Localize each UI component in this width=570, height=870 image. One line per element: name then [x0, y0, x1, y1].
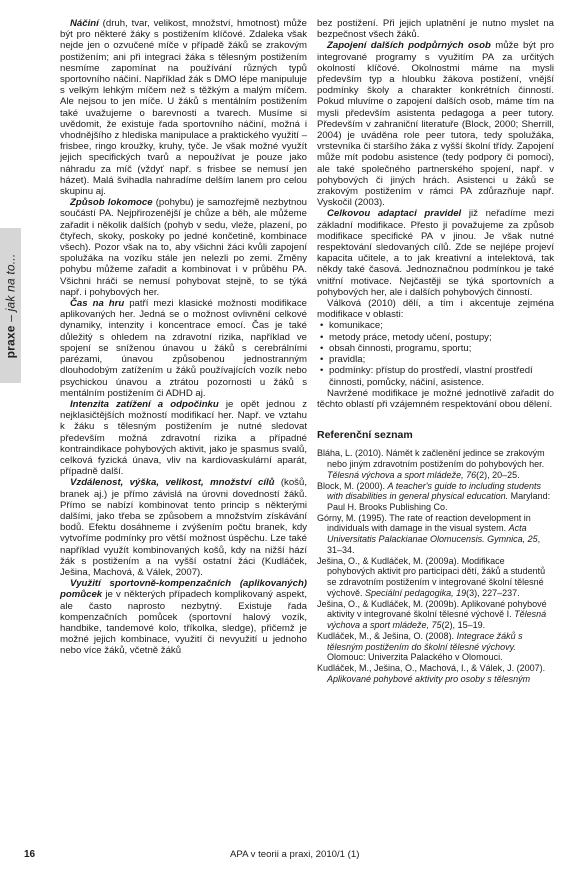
paragraph-zpusob-lokomoce: Způsob lokomoce (pohybu) je samozřejmě nezbytnou součástí PA. Nejpřirozenější je chůze a běh, ale můžeme zařadit i několik dalších (pohyb v sedu, vleže, plazení, po čtyřech, skoky, poskoky po jedné končetině, kombinace všech). Pozor však na to, aby všichni žáci kvůli zapojení spolužáka na vozíku stále jen nelezli po zemi. Změny pohybu můžeme zařadit a kombinovat i v průběhu PA. Všichni hráči se nemusí pohybovat stejně, to se týká např. i pohybových her. [60, 197, 308, 298]
paragraph-podpurne-osoby: Zapojení dalších podpůrných osob může být pro integrované programy s využitím PA za určitých okolností klíčové. Okolnostmi máme na mysli především typ a hloubku žákova postižení, vnější podmínky školy a charakter konkrétních činností. Pokud mluvíme o zapojení dalších osob, máme tím na mysli především asistenta pedagoga a peer tutory. Především v zahraniční literatuře (Block, 2000; Sherrill, 2004) je uváděna role peer tutora, tedy spolužáka, vrstevníka či staršího žáka z vyšší školní třídy. Zapojení může mít podobu asistence (tedy podpory či pomoci), ale také společného partnerského spojení, např. v pohybových či jiných hrách. Asistenci u žáků se zrakovým postižením v rámci PA zdůrazňuje např. Vyskočil (2003). [317, 40, 554, 209]
page-footer [0, 849, 570, 863]
list-item: • obsah činnosti, programu, sportu; [317, 343, 554, 354]
reference-item: Bláha, L. (2010). Námět k začlenění jedince se zrakovým nebo jiným zdravotním postižením do pohybových her. Tělesná výchova a sport mládeže, 76(2), 20–25. [317, 448, 545, 480]
paragraph-continuation: bez postižení. Při jejich uplatnění je nutno myslet na bezpečnost všech žáků. [317, 18, 554, 41]
paragraph-naciní: Náčiní (druh, tvar, velikost, množství, hmotnost) může být pro některé žáky s postižením klíčové. Zdaleka však nejde jen o ozvučené míče v případě žáků se zrakovým postižením; ani při integraci žáka s tělesným postižením nesmíme zapomínat na používání různých typů sportovního náčiní. Například žák s DMO lépe manipuluje s velkým lehkým míčem než s těžkým a malým míčem. Ale nejsou to jen míče. U žáků s mentálním postižením také uvažujeme o barevnosti a tvarech. Musíme si uvědomit, že existuje řada sportovního náčiní, možná i vhodnějšího z hlediska manipulace a praktického využití – frisbee, ringo kroužky, kruhy, tyče. Je však možné využít jejich specifických tvarů a nepoužívat je pouze jako náhradu za míč (vždyť např. s frisbee se nemusí jen házet). Malá švihadla nahradíme delším lanem pro celou skupinu aj. [60, 18, 307, 198]
references-heading: Referenční seznam [317, 429, 413, 442]
section-side-tab [0, 228, 21, 383]
reference-item: Ješina, O., & Kudláček, M. (2009b). Aplikované pohybové aktivity v integrované školní tělesné výchově I. Tělesná výchova a sport mládeže, 75(2), 15–19. [317, 598, 547, 630]
paragraph-adaptace-pravidel: Celkovou adaptaci pravidel již neřadíme mezi základní modifikace. Přesto ji považujeme za způsob modifikace specifické PA v jinou. Je však nutné respektování sledovaných cílů. Zde se nejlépe projeví kapacita učitele, a to jak kreativní a intelektová, tak někdy také časová. Jednoznačnou podmínkou je také vnitřní motivace. Nejčastěji se týká sportovních a pohybových her, ale i dalších pohybových činností. [317, 208, 554, 298]
paragraph-vzdalenost: Vzdálenost, výška, velikost, množství cílů (košů, branek aj.) je přímo závislá na úrovni dovedností žáků. Přímo se nabízí kombinovat tento princip s některými dalšími, jako třeba se způsobem a množstvím získávání bodů. Efektu dosáhneme i zvýšením počtu branek, kdy vytvoříme podmínky pro větší možnost úspěchu. Lze také například využít kombinovaných košů, kdy na nižší hází žák s postižením a na vyšší ostatní žáci (Kudláček, Ješina, Machová, & Válek, 2007). [60, 477, 307, 578]
list-item: • pravidla; [317, 354, 554, 365]
reference-item: Kudláček, M., Ješina, O., Machová, I., & Válek, J. (2007). Aplikované pohybové aktivity pro osoby s tělesným [317, 663, 546, 684]
reference-item: Ješina, O., & Kudláček, M. (2009a). Modifikace pohybových aktivit pro participaci dětí, žáků a studentů se zdravotním postižením v integrované školní tělesné výchově. Speciální pedagogika, 19(3), 227–237. [317, 555, 546, 598]
list-item: • podmínky: přístup do prostředí, vlastní prostředí činnosti, pomůcky, náčiní, asistence. [317, 365, 554, 387]
paragraph-after-list: Navržené modifikace je možné jednotlivě zařadit do těchto oblastí při vzájemném respektování obou dělení. [317, 387, 554, 410]
reference-item: Kudláček, M., & Ješina, O. (2008). Integrace žáků s tělesným postižením do školní tělesné výchovy. Olomouc: Univerzita Palackého v Olomouci. [317, 630, 523, 663]
paragraph-cas-na-hru: Čas na hru patří mezi klasické možnosti modifikace aplikovaných her. Jedná se o možnost ovlivnění celkové dynamiky, intenzity i koncentrace emocí. Čas je také důležitý s ohledem na zdravotní rizika, například ve spojení se sníženou únavou u žáků s cerebrálními parézami, únavou způsobenou jednostranným dlouhodobým zatížením u žáků používajících vozík nebo psychickou únavou a ztrátou pozornosti u žáků s mentálním postižením či ADHD aj. [60, 298, 307, 399]
section-label [4, 253, 18, 358]
modification-list [317, 320, 554, 387]
reference-item: Block, M. (2000). A teacher's guide to including students with disabilities in general physical education. Maryland: Paul H. Brooks Publishing Co. [317, 480, 551, 512]
journal-citation: APA v teorii a praxi, 2010/1 (1) [230, 849, 360, 860]
left-column [60, 18, 307, 657]
paragraph-valkova: Válková (2010) dělí, a tím i akcentuje zejména modifikace v oblasti: [317, 298, 554, 321]
list-item: • metody práce, metody učení, postupy; [317, 332, 554, 343]
section-label-bold: praxe [3, 324, 18, 358]
paragraph-intenzita: Intenzita zatížení a odpočinku je opět jednou z nejklasičtějších možností modifikací her. Např. ve vztahu k žáku s tělesným postižením je nutné sledovat především možná zdravotní rizika a případné kontraindikace pohybových aktivit, jako je spasmus svalů, celková fyzická únava, vliv na kardiovaskulární aparát, případně další. [60, 398, 307, 478]
reference-list [317, 448, 554, 684]
paragraph-pomucky: Využití sportovně-kompenzačních (aplikovaných) pomůcek je v některých případech komplikovaný aspekt, ale často naprosto nezbytný. Existuje řada kompenzačních pomůcek (sportovní halový vozík, handbike, tandemové kolo, tříkolka, sledge), přičemž je možné jejich kombinace, využití či nevyužití u jednoho nebo více žáků, včetně žáků [60, 578, 307, 657]
section-label-italic: – jak na to... [3, 253, 18, 325]
page-number: 16 [24, 849, 36, 860]
reference-item: Górny, M. (1995). The rate of reaction development in individuals with damage in the visual system. Acta Universitatis Palackianae Olomucensis. Gymnica, 25, 31–34. [317, 512, 541, 555]
right-column [317, 18, 554, 685]
list-item: • komunikace; [317, 320, 554, 331]
